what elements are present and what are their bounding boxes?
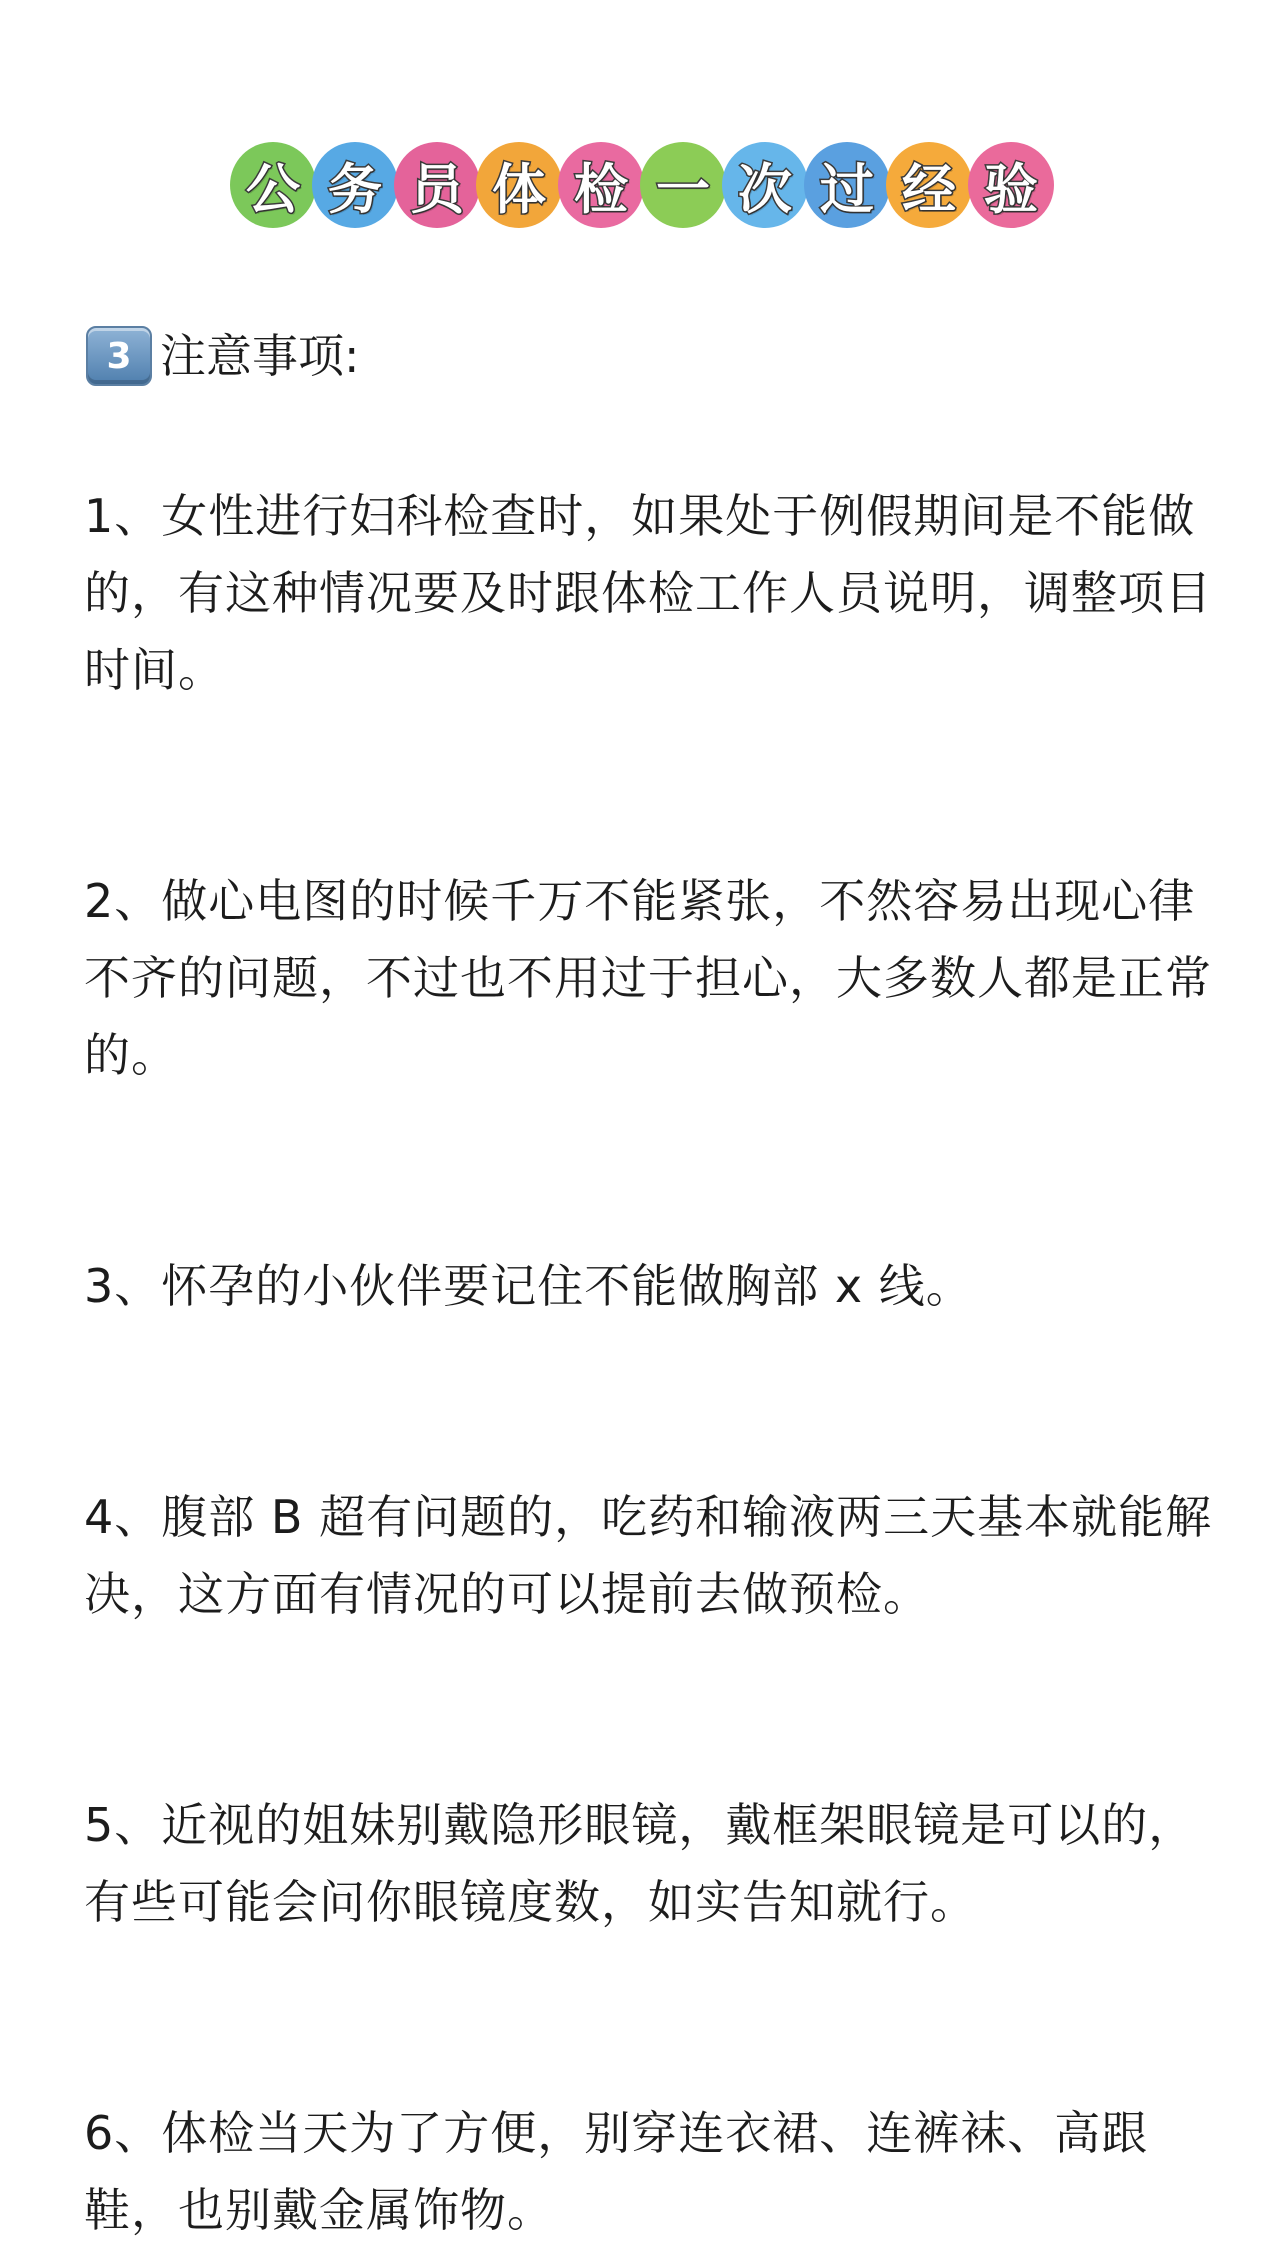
list-item: 6、体检当天为了方便，别穿连衣裙、连裤袜、高跟鞋，也别戴金属饰物。 xyxy=(84,2106,1149,2237)
title-char: 员 xyxy=(394,142,480,228)
title-char: 检 xyxy=(558,142,644,228)
title-char: 过 xyxy=(804,142,890,228)
title-char: 务 xyxy=(312,142,398,228)
title-char: 经 xyxy=(886,142,972,228)
list-item: 5、近视的姐妹别戴隐形眼镜，戴框架眼镜是可以的，有些可能会问你眼镜度数，如实告知就行。 xyxy=(84,1798,1196,1929)
list-item: 4、腹部 B 超有问题的，吃药和输液两三天基本就能解决，这方面有情况的可以提前去做预检。 xyxy=(84,1490,1213,1621)
section-heading xyxy=(86,326,360,386)
title-char: 一 xyxy=(640,142,726,228)
section-heading-text: 注意事项: xyxy=(160,329,360,383)
page-title xyxy=(0,142,1280,228)
list-item: 2、做心电图的时候千万不能紧张，不然容易出现心律不齐的问题，不过也不用过于担心，大多数人都是正常的。 xyxy=(84,874,1212,1082)
list-item: 3、怀孕的小伙伴要记住不能做胸部 x 线。 xyxy=(84,1259,973,1313)
list-item: 1、女性进行妇科检查时，如果处于例假期间是不能做的，有这种情况要及时跟体检工作人员说明，调整项目时间。 xyxy=(84,489,1212,697)
number-keycap-icon: 3 xyxy=(86,326,152,386)
title-char: 体 xyxy=(476,142,562,228)
title-char: 验 xyxy=(968,142,1054,228)
title-char: 次 xyxy=(722,142,808,228)
title-char: 公 xyxy=(230,142,316,228)
notes-list xyxy=(84,478,1214,2249)
